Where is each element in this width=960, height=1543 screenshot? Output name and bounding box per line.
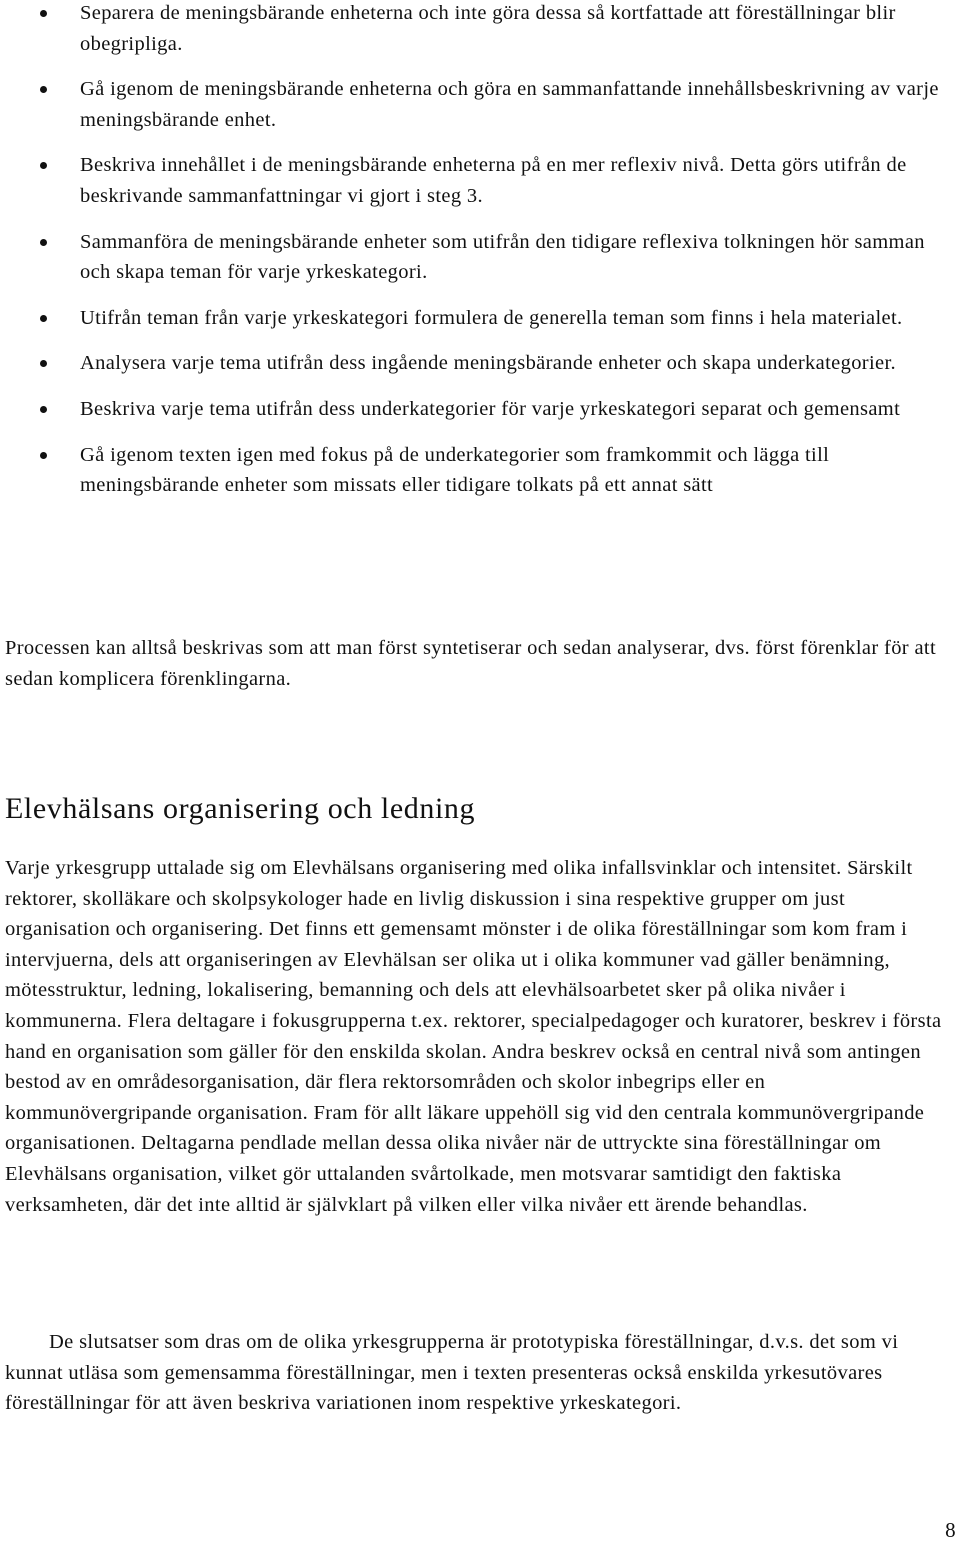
organisation-paragraph: Varje yrkesgrupp uttalade sig om Elevhälsans organisering med olika infallsvinklar och intensitet. Särskilt rektorer, skolläkare och skolpsykologer hade en livlig diskussion i sina respektive grupper om just organisation och organisering. Det finns ett gemensamt mönster i de olika föreställningar som kom fram i intervjuerna, dels att organiseringen av Elevhälsan ser olika ut i olika kommuner vad gäller benämning, mötesstruktur, ledning, lokalisering, bemanning och dels att elevhälsoarbetet sker på olika nivåer i kommunerna. Flera deltagare i fokusgrupperna t.ex. rektorer, specialpedagoger och kuratorer, beskrev i första hand en organisation som gäller för den enskilda skolan. Andra beskrev också en central nivå som antingen bestod av en områdesorganisation, där flera rektorsområden och skolor inbegrips eller en kommunövergripande organisation. Fram för allt läkare uppehöll sig vid den centrala kommunövergripande organisationen. Deltagarna pendlade mellan dessa olika nivåer när de uttryckte sina föreställningar om Elevhälsans organisation, vilket gör uttalanden svårtolkade, men motsvarar samtidigt den faktiska verksamheten, där det inte alltid är självklart på vilken eller vilka nivåer ett ärende behandlas.	[5, 857, 942, 1216]
list-item-text: Utifrån teman från varje yrkeskategori formulera de generella teman som finns i hela materialet.	[80, 306, 903, 329]
list-item	[0, 150, 960, 211]
list-item	[0, 0, 960, 59]
bullet-list	[0, 0, 960, 516]
list-item	[0, 348, 960, 379]
list-item	[0, 394, 960, 425]
bullet-dot-icon	[40, 360, 47, 367]
list-item-text: Gå igenom de meningsbärande enheterna och göra en sammanfattande innehållsbeskrivning av varje meningsbärande enhet.	[80, 78, 939, 131]
list-item-text: Gå igenom texten igen med fokus på de underkategorier som framkommit och lägga till meningsbärande enheter som missats eller tidigare tolkats på ett annat sätt	[80, 443, 830, 497]
bullet-dot-icon	[40, 315, 47, 322]
list-item-text: Beskriva innehållet i de meningsbärande enheterna på en mer reflexiv nivå. Detta görs utifrån de beskrivande sammanfattningar vi gjort i steg 3.	[80, 154, 907, 207]
process-paragraph: Processen kan alltså beskrivas som att man först syntetiserar och sedan analyserar, dvs. först förenklar för att sedan komplicera förenklingarna.	[5, 637, 936, 690]
list-item	[0, 74, 960, 135]
page-number: 8	[945, 1518, 956, 1542]
bullet-dot-icon	[40, 239, 47, 246]
list-item	[0, 440, 960, 501]
bullet-dot-icon	[40, 86, 47, 93]
list-item	[0, 227, 960, 288]
list-item-text: Separera de meningsbärande enheterna och inte göra dessa så kortfattade att föreställningar blir obegripliga.	[80, 2, 896, 55]
list-item-text: Analysera varje tema utifrån dess ingående meningsbärande enheter och skapa underkategorier.	[80, 352, 896, 375]
bullet-dot-icon	[40, 10, 47, 17]
bullet-dot-icon	[40, 406, 47, 413]
section-heading: Elevhälsans organisering och ledning	[5, 792, 476, 825]
list-item	[0, 303, 960, 334]
bullet-dot-icon	[40, 162, 47, 169]
list-item-text: Beskriva varje tema utifrån dess underkategorier för varje yrkeskategori separat och gemensamt	[80, 397, 901, 420]
bullet-dot-icon	[40, 452, 47, 459]
list-item-text: Sammanföra de meningsbärande enheter som utifrån den tidigare reflexiva tolkningen hör samman och skapa teman för varje yrkeskategori.	[80, 230, 925, 284]
conclusion-paragraph: De slutsatser som dras om de olika yrkesgrupperna är prototypiska föreställningar, d.v.s. det som vi kunnat utläsa som gemensamma föreställningar, men i texten presenteras också enskilda yrkesutövares föreställningar för att även beskriva variationen inom respektive yrkeskategori.	[5, 1331, 899, 1415]
